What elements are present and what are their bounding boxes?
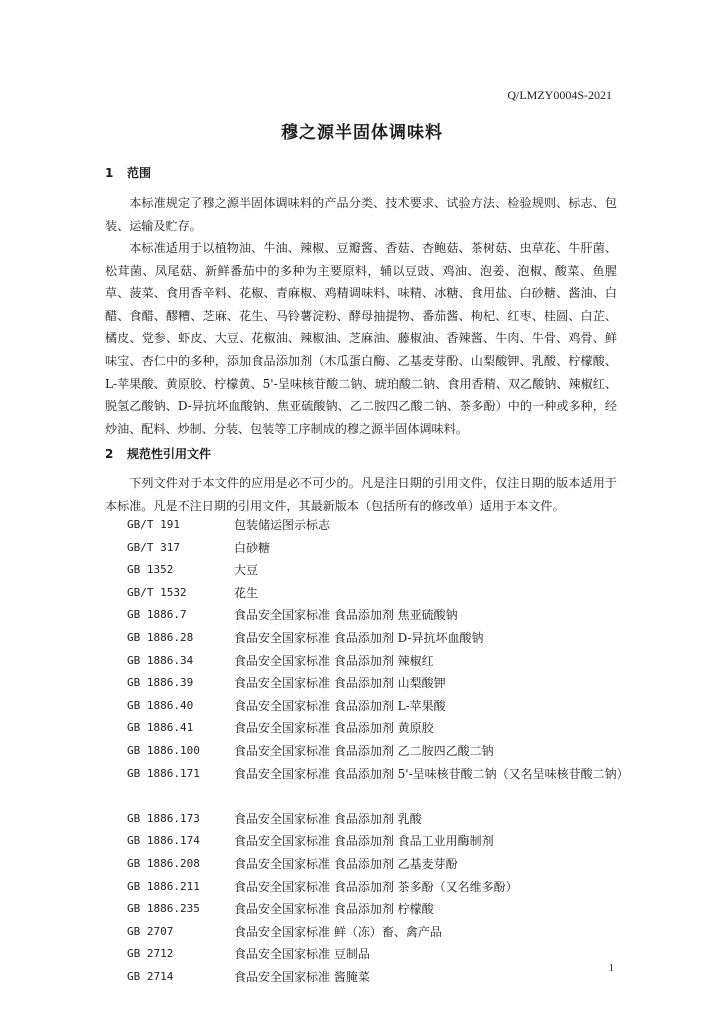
reference-row: [127, 763, 627, 808]
reference-title: 食品安全国家标准 食品添加剂 茶多酚（又名维多酚）: [234, 879, 518, 894]
references-intro-paragraph: 下列文件对于本文件的应用是必不可少的。凡是注日期的引用文件，仅注日期的版本适用于本标准。凡是不注日期的引用文件，其最新版本（包括所有的修改单）适用于本文件。: [105, 476, 617, 513]
page-number: 1: [608, 962, 614, 974]
reference-row: [127, 627, 627, 650]
reference-row: [127, 604, 627, 627]
section-2-heading: [105, 445, 211, 462]
reference-title: 食品安全国家标准 食品添加剂 黄原胶: [234, 721, 434, 736]
reference-row: [127, 514, 627, 537]
reference-row: [127, 650, 627, 673]
reference-code: GB 2712: [127, 947, 174, 961]
reference-title: 食品安全国家标准 食品添加剂 L-苹果酸: [234, 698, 446, 713]
reference-code: GB 1886.208: [127, 856, 200, 870]
reference-row: [127, 876, 627, 899]
reference-title: 食品安全国家标准 食品添加剂 山梨酸钾: [234, 676, 446, 691]
reference-row: [127, 853, 627, 876]
reference-title: 食品安全国家标准 酱腌菜: [234, 969, 370, 984]
reference-row: [127, 717, 627, 740]
normative-references-list: [127, 514, 627, 988]
reference-code: GB 1886.7: [127, 608, 187, 622]
reference-code: GB 1886.235: [127, 902, 200, 916]
reference-code: GB 1886.174: [127, 834, 200, 848]
reference-code: GB 2714: [127, 969, 174, 983]
section-title: 范围: [127, 166, 152, 180]
reference-title: 食品安全国家标准 鲜（冻）畜、禽产品: [234, 924, 442, 939]
scope-paragraph-2: 本标准适用于以植物油、牛油、辣椒、豆瓣酱、香菇、杏鲍菇、茶树菇、虫草花、牛肝菌、松茸菌、凤尾菇、新鲜番茄中的多种为主要原料，辅以豆豉、鸡油、泡姜、泡椒、酸菜、鱼腥草、菠菜、食用香辛料、花椒、青麻椒、鸡精调味料、味精、冰糖、食用盐、白砂糖、酱油、白醋、食醋、醪糟、芝麻、花生、马铃薯淀粉、酵母抽提物、番茄酱、枸杞、红枣、桂圆、白芷、橘皮、党参、虾皮、大豆、花椒油、辣椒油、芝麻油、藤椒油、香辣酱、牛肉、牛骨、鸡骨、鲜味宝、杏仁中的多种，添加食品添加剂（木瓜蛋白酶、乙基麦芽酚、山梨酸钾、乳酸、柠檬酸、L-苹果酸、黄原胶、柠檬黄、5'-呈味核苷酸二钠、琥珀酸二钠、食用香精、双乙酸钠、辣椒红、脱氢乙酸钠、D-异抗坏血酸钠、焦亚硫酸钠、乙二胺四乙酸二钠、茶多酚）中的一种或多种，经炒油、配料、炒制、分装、包装等工序制成的穆之源半固体调味料。: [105, 241, 617, 436]
section-number: 1: [105, 166, 114, 180]
reference-row: [127, 966, 627, 989]
reference-code: GB 1886.173: [127, 811, 200, 825]
reference-row: [127, 537, 627, 560]
reference-code: GB/T 317: [127, 540, 180, 554]
reference-code: GB/T 1532: [127, 585, 187, 599]
reference-code: GB 1886.34: [127, 653, 194, 667]
section-title: 规范性引用文件: [127, 447, 212, 461]
reference-row: [127, 695, 627, 718]
reference-title: 大豆: [234, 563, 259, 578]
reference-code: GB 1886.171: [127, 766, 200, 780]
reference-title: 食品安全国家标准 食品添加剂 辣椒红: [234, 653, 434, 668]
reference-code: GB 1886.39: [127, 676, 194, 690]
reference-row: [127, 559, 627, 582]
reference-code: GB 1886.100: [127, 743, 200, 757]
scope-paragraph-1: 本标准规定了穆之源半固体调味料的产品分类、技术要求、试验方法、检验规则、标志、包装、运输及贮存。: [105, 196, 617, 233]
reference-row: [127, 898, 627, 921]
reference-title: 食品安全国家标准 食品添加剂 乙二胺四乙酸二钠: [234, 743, 494, 758]
reference-row: [127, 921, 627, 944]
reference-code: GB/T 191: [127, 518, 180, 531]
reference-title: 花生: [234, 585, 259, 600]
reference-title: 食品安全国家标准 食品添加剂 食品工业用酶制剂: [234, 834, 494, 849]
reference-row: [127, 808, 627, 831]
document-title: 穆之源半固体调味料: [281, 123, 443, 143]
reference-code: GB 1886.40: [127, 698, 194, 712]
reference-code: GB 2707: [127, 924, 174, 938]
reference-row: [127, 740, 627, 763]
reference-title: 食品安全国家标准 豆制品: [234, 947, 370, 962]
reference-title: 食品安全国家标准 食品添加剂 焦亚硫酸钠: [234, 608, 458, 623]
standard-code: Q/LMZY0004S-2021: [507, 88, 612, 102]
reference-title: 白砂糖: [234, 540, 271, 555]
reference-row: [127, 943, 627, 966]
reference-title: 食品安全国家标准 食品添加剂 D-异抗坏血酸钠: [234, 630, 484, 645]
reference-title: 食品安全国家标准 食品添加剂 乳酸: [234, 811, 422, 826]
reference-title: 包装储运图示标志: [234, 518, 331, 532]
reference-code: GB 1352: [127, 563, 174, 577]
reference-title: 食品安全国家标准 食品添加剂 乙基麦芽酚: [234, 856, 458, 871]
reference-code: GB 1886.41: [127, 721, 194, 735]
reference-row: [127, 672, 627, 695]
reference-title: 食品安全国家标准 食品添加剂 柠檬酸: [234, 902, 434, 917]
reference-row: [127, 830, 627, 853]
reference-code: GB 1886.211: [127, 879, 200, 893]
reference-title: 食品安全国家标准 食品添加剂 5'-呈味核苷酸二钠（又名呈味核苷酸二钠）: [234, 766, 629, 781]
reference-row: [127, 582, 627, 605]
reference-code: GB 1886.28: [127, 630, 194, 644]
section-number: 2: [105, 447, 114, 461]
section-1-heading: [105, 164, 151, 181]
